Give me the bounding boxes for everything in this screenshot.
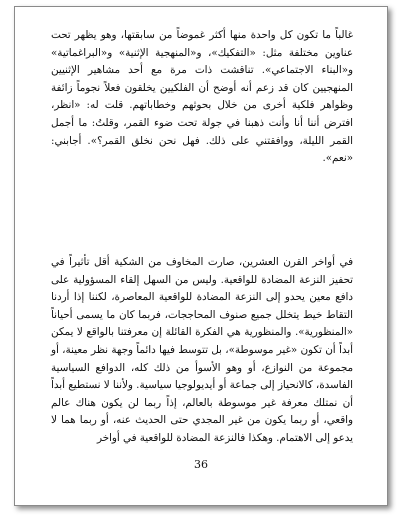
page-number: 36 [194, 458, 208, 471]
paragraph: غالباً ما تكون كل واحدة منها أكثر غموضاً من سابقتها، وهو يظهر تحت عناوين مختلفة مثل: «التفكيك»، و«المنهجية الإثنية» و«البراغماتية» و«البناء الاجتماعي». تناقشت ذات مرة مع أحد مشاهير الإثنيين المنهجيين كان قد زعم أنه أوضح أن الفلكيين يخلقون فعلاً نجوماً زائفة وظواهر فلكية أخرى من خلال بحوثهم وخطاباتهم. قلت له: «انظر، افترض أننا أنا وأنت ذهبنا في جولة تحت ضوء القمر، وقلتُ: ما أجمل القمر الليلة، ووافقتني على ذلك. فهل نحن نخلق القمر؟». أجابني: «نعم». [51, 29, 353, 165]
text-block-upper [51, 27, 353, 168]
book-page [14, 6, 388, 506]
text-block-lower [51, 254, 353, 448]
paragraph: في أواخر القرن العشرين، صارت المخاوف من الشكية أقل تأثيراً في تحفيز النزعة المضادة للواقعية. وليس من السهل إلقاء المسؤولية على دافع معين يحدو إلى النزعة المضادة للواقعية المعاصرة، لكننا إذا أردنا التقاط خيط يتخلل جميع صنوف المحاججات، فربما كان ما يسمى أحياناً «المنظورية». والمنظورية هي الفكرة القائلة إن معرفتنا بالواقع لا يمكن أبداً أن تكون «غير موسوطة»، بل تتوسط فيها دائماً وجهة نظر معينة، أو مجموعة من النوازع، أو وهو الأسوأ من ذلك كله، الدوافع السياسية الفاسدة، كالانحياز إلى جماعة أو أيديولوجيا سياسية. ولأننا لا نستطيع أبداً أن نمتلك معرفة غير موسوطة بالعالم، إذاً ربما لن يكون هناك عالم واقعي، أو ربما يكون من غير المجدي حتى الحديث عنه، أو ربما هما لا يدعو إلى الاهتمام. وهكذا فالنزعة المضادة للواقعية في أواخر [51, 256, 353, 444]
